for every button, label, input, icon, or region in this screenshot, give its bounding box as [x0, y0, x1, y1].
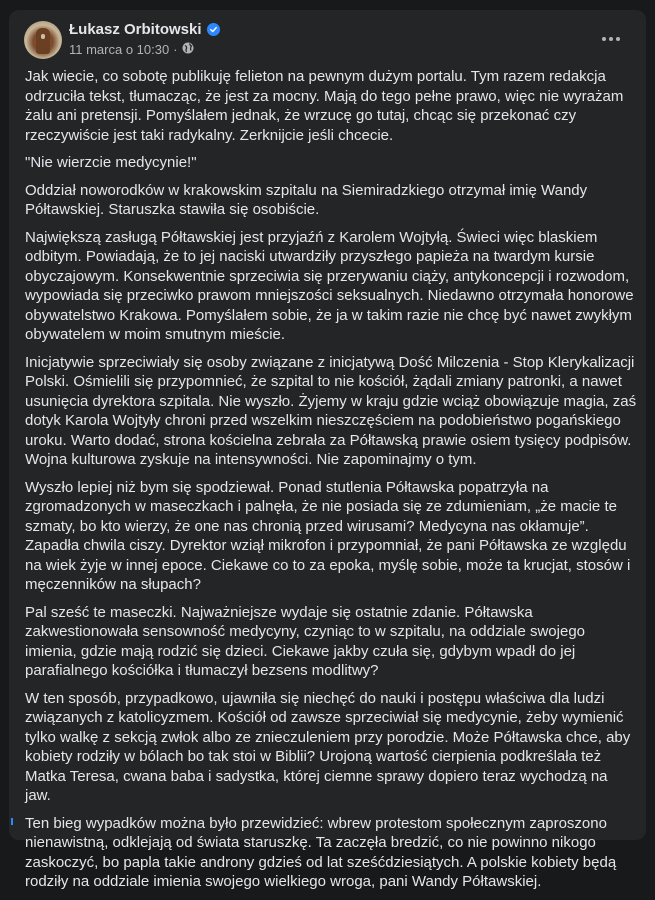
post-paragraph: Największą zasługą Półtawskiej jest przyjaźń z Karolem Wojtyłą. Świeci więc blaskiem odbitym. Powiadają, że to jej naciski utwardziły przyszłego papieża na twardym kursie obyczajowym. Konsekwentnie sprzeciwia się przerywaniu ciąży, antykoncepcji i rozwodom, wypowiada się przeciwko prawom mniejszości seksualnych. Niedawno otrzymała honorowe obywatelstwo Krakowa. Pomyślałem sobie, że ja w takim razie nie chcę być nawet zwykłym obywatelem w moim smutnym mieście. — [25, 228, 634, 343]
avatar-figure — [36, 28, 50, 54]
post-card — [9, 10, 646, 890]
globe-icon[interactable] — [182, 42, 194, 57]
post-timestamp[interactable]: 11 marca o 10:30 — [69, 42, 170, 57]
post-paragraph: Inicjatywie sprzeciwiały się osoby związane z inicjatywą Dość Milczenia - Stop Klerykalizacji Polski. Ośmielili się przypomnieć, że szpital to nie kościół, żądali zmiany patronki, a nawet usunięcia dyrektora szpitala. Nie wyszło. Żyjemy w kraju gdzie wciąż obowiązuje magia, zaś dotyk Karola Wojtyły chroni przed wszelkim nieszczęściem na podobieństwo pogańskiego uroku. Warto dodać, strona kościelna zebrała za Półtawską prawie osiem tysięcy podpisów. Wojna kulturowa zyskuje na intensywności. Nie zapominajmy o tym. — [25, 353, 637, 468]
author-avatar[interactable] — [24, 21, 62, 59]
verified-badge-icon — [207, 23, 220, 36]
avatar-face — [41, 34, 45, 39]
post-header — [24, 21, 631, 61]
post-paragraph: Jak wiecie, co sobotę publikuję felieton na pewnym dużym portalu. Tym razem redakcja odrzuciła tekst, tłumacząc, że jest za mocny. Mają do tego pełne prawo, więc nie wyrażam żalu ani pretensji. Pomyślałem jednak, że wrzucę go tutaj, chcąc się przekonać czy rzeczywiście jest taki radykalny. Zerknijcie jeśli chcecie. — [25, 68, 624, 144]
dot — [609, 37, 613, 41]
meta-separator: · — [173, 42, 178, 57]
more-options-icon[interactable] — [599, 29, 623, 49]
post-paragraph: "Nie wierzcie medycynie!" — [25, 154, 197, 171]
post-paragraph: W ten sposób, przypadkowo, ujawniła się niechęć do nauki i postępu właściwa dla ludzi związanych z katolicyzmem. Kościół od zawsze sprzeciwiał się medycynie, żeby wymienić tylko walkę z sekcją zwłok albo ze znieczuleniem przy porodzie. Może Półtawska chce, aby kobiety rodziły w bólach bo tak stoi w Biblii? Urojoną wartość cierpienia podkreślała też Matka Teresa, cwana baba i sadystka, której ciemne sprawy dopiero teraz wychodzą na jaw. — [25, 689, 631, 804]
post-paragraph: Oddział noworodków w krakowskim szpitalu na Siemiradzkiego otrzymał imię Wandy Półtawskiej. Staruszka stawiła się osobiście. — [25, 181, 588, 218]
post-paragraph: Pal sześć te maseczki. Najważniejsze wydaje się ostatnie zdanie. Półtawska zakwestionowała sensowność medycyny, czyniąc to w szpitalu, na oddziale swojego imienia, gdzie mają rodzić się dzieci. Ciekawe jakby czuła się, gdybym wpadł do jej parafialnego kościółka i tłumaczył bezsens modlitwy? — [25, 603, 586, 679]
post-paragraph: Wyszło lepiej niż bym się spodziewał. Ponad stutlenia Półtawska popatrzyła na zgromadzonych w maseczkach i palnęła, że nie posiada się ze zdumieniam, „że macie te szmaty, bo kto wierzy, że one nas chronią przed wirusami? Medycyna nas okłamuje”. Zapadła chwila ciszy. Dyrektor wziął mikrofon i przypomniał, że pani Półtawska ze względu na wiek żyje w innej epoce. Ciekawe co to za epoka, myślę sobie, może ta krucjat, stosów i męczenników na słupach? — [25, 478, 631, 593]
author-row — [69, 21, 220, 38]
dot — [602, 37, 606, 41]
dot — [616, 37, 620, 41]
post-meta — [69, 42, 194, 57]
text-cursor — [11, 818, 13, 825]
author-name[interactable]: Łukasz Orbitowski — [69, 21, 202, 38]
post-body — [25, 67, 637, 900]
post-paragraph: Ten bieg wypadków można było przewidzieć: wbrew protestom społecznym zaproszono nienawistną, odklejają od świata staruszkę. Ta zaczęła bredzić, co nie powinno nikogo zaskoczyć, bo papla takie androny gdzieś od lat sześćdziesiątych. A polskie kobiety będą rodziły na oddziale imienia swojego wielkiego wroga, pani Wandy Półtawskiej. — [25, 814, 617, 890]
